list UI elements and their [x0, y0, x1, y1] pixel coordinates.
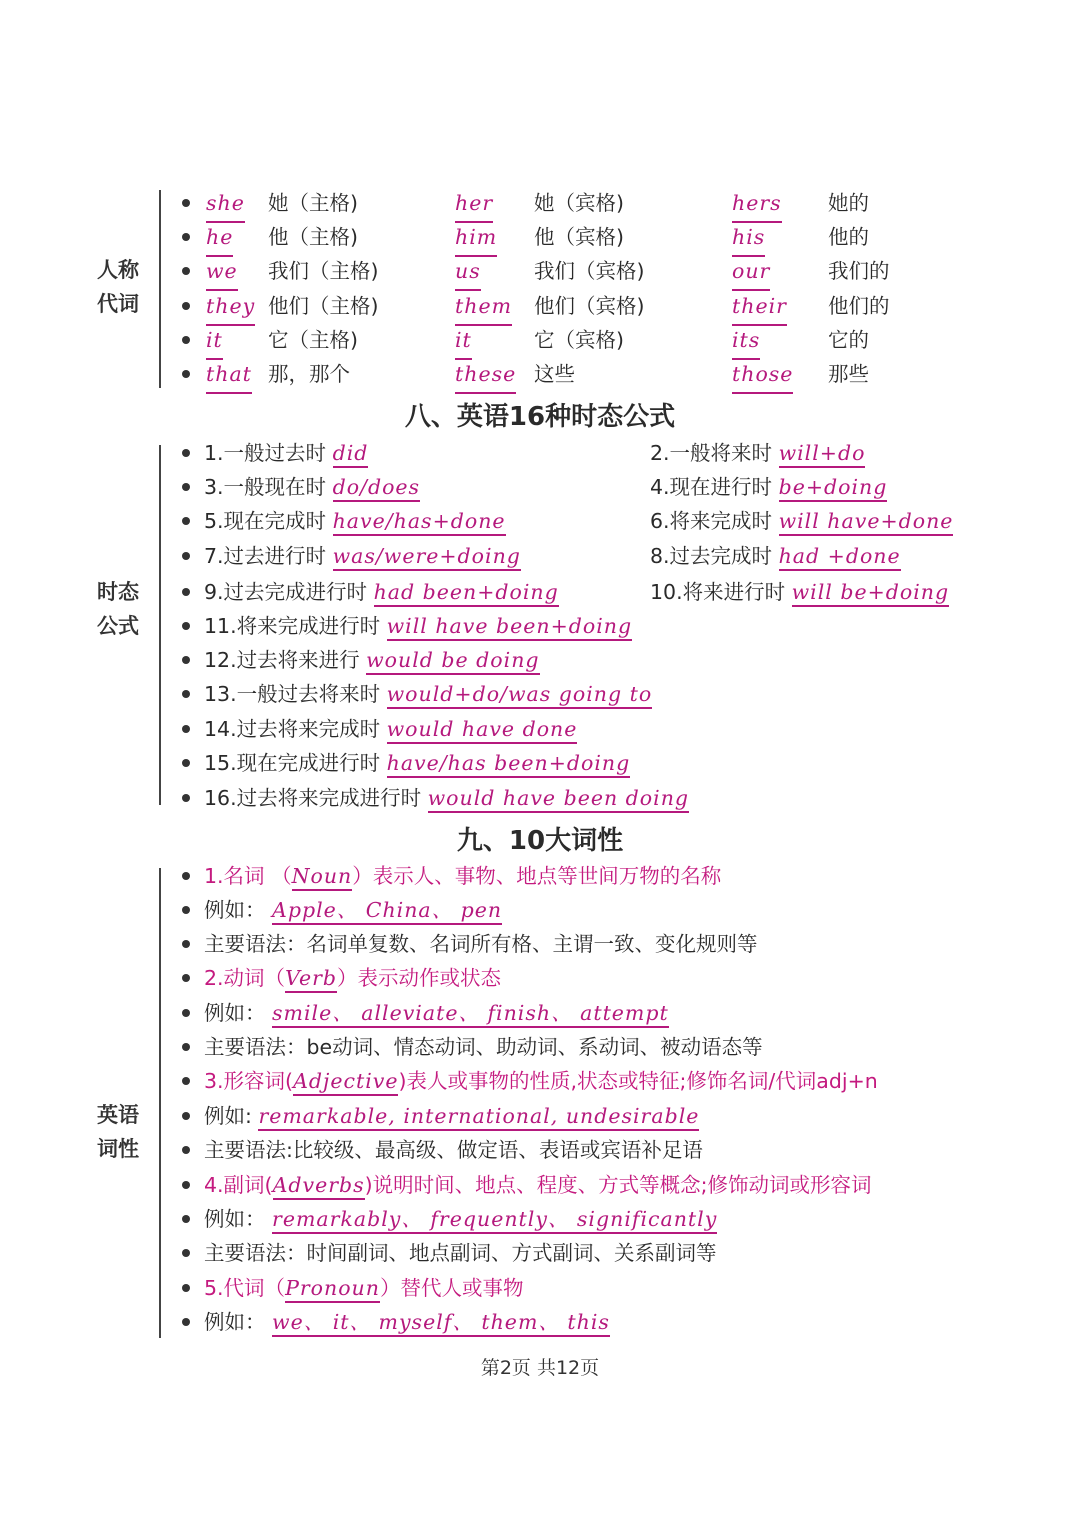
pos-heading: 九、10大词性	[456, 826, 624, 856]
tense-formula: would have done	[387, 717, 578, 744]
object-pronoun: these	[455, 357, 516, 394]
tense-item	[204, 746, 630, 780]
adj-title-row	[0, 1064, 1080, 1098]
bullet-dot	[182, 1146, 190, 1154]
possessive-pronoun-meaning: 它的	[828, 328, 869, 352]
tense-formula: be+doing	[779, 475, 888, 502]
possessive-pronoun-meaning: 他们的	[828, 294, 890, 318]
adv-title-row	[0, 1168, 1080, 1202]
subject-pronoun-meaning: 她（主格)	[268, 191, 358, 215]
possessive-pronoun-meaning: 他的	[828, 225, 869, 249]
example-label: 例如:	[204, 1104, 259, 1128]
tense-item	[204, 539, 521, 573]
bullet-dot	[182, 336, 190, 344]
object-pronoun-meaning: 它（宾格)	[534, 328, 624, 352]
tense-name: 7.过去进行时	[204, 544, 333, 568]
bullet-dot	[182, 233, 190, 241]
bullet-dot	[182, 906, 190, 914]
pronoun-row	[0, 186, 1080, 220]
tense-item	[204, 712, 577, 746]
adj-example-row	[0, 1099, 1080, 1133]
tense-row	[0, 643, 1080, 677]
subject-pronoun-meaning: 那，那个	[268, 362, 350, 386]
bullet-dot	[182, 656, 190, 664]
pron-example-row	[0, 1305, 1080, 1339]
noun-grammar: 主要语法：名词单复数、名词所有格、主谓一致、变化规则等	[204, 932, 758, 956]
tense-formula: have/has+done	[333, 509, 506, 536]
bullet-dot	[182, 517, 190, 525]
bullet-dot	[182, 1249, 190, 1257]
bullet-dot	[182, 302, 190, 310]
bullet-dot	[182, 940, 190, 948]
tense-item	[650, 539, 901, 573]
tense-formula: would+do/was going to	[387, 682, 653, 709]
tense-row	[0, 677, 1080, 711]
object-pronoun: us	[455, 254, 481, 291]
bullet-dot	[182, 1181, 190, 1189]
tense-name: 9.过去完成进行时	[204, 580, 374, 604]
tense-formula: did	[333, 441, 369, 468]
object-pronoun-meaning: 我们（宾格)	[534, 259, 645, 283]
tense-item	[204, 609, 632, 643]
adv-title	[204, 1168, 872, 1202]
pos-title-prefix: 3.形容词(	[204, 1069, 294, 1093]
bullet-dot	[182, 588, 190, 596]
possessive-pronoun: their	[732, 289, 787, 326]
object-pronoun: her	[455, 186, 493, 223]
bullet-dot	[182, 974, 190, 982]
tense-name: 14.过去将来完成时	[204, 717, 387, 741]
bullet-dot	[182, 1215, 190, 1223]
tense-name: 3.一般现在时	[204, 475, 333, 499]
bullet-dot	[182, 1284, 190, 1292]
tense-row	[0, 539, 1080, 573]
tense-item	[650, 504, 953, 538]
bullet-dot	[182, 690, 190, 698]
bullet-dot	[182, 759, 190, 767]
bullet-dot	[182, 483, 190, 491]
tense-name: 5.现在完成时	[204, 509, 333, 533]
pronoun-row	[0, 289, 1080, 323]
tense-row	[0, 746, 1080, 780]
bullet-dot	[182, 1043, 190, 1051]
pos-title-prefix: 2.动词（	[204, 966, 286, 990]
bullet-dot	[182, 1112, 190, 1120]
tense-formula: had been+doing	[374, 580, 559, 607]
adj-title	[204, 1064, 878, 1098]
example-words: we、 it、 myself、 them、 this	[272, 1310, 610, 1337]
tense-row	[0, 609, 1080, 643]
page-footer: 第2页 共12页	[480, 1357, 600, 1379]
tense-name: 16.过去将来完成进行时	[204, 786, 428, 810]
pos-title-prefix: 4.副词(	[204, 1173, 273, 1197]
adv-grammar-row	[0, 1236, 1080, 1270]
tense-formula: do/does	[333, 475, 421, 502]
example-label: 例如：	[204, 1310, 273, 1334]
subject-pronoun: that	[206, 357, 252, 394]
noun-grammar-row	[0, 927, 1080, 961]
tense-heading: 八、英语16种时态公式	[404, 402, 676, 432]
example-label: 例如：	[204, 898, 273, 922]
bullet-dot	[182, 622, 190, 630]
object-pronoun-meaning: 他（宾格)	[534, 225, 624, 249]
tense-item	[204, 504, 506, 538]
tense-formula: have/has been+doing	[387, 751, 631, 778]
pos-title-description: ）表示人、事物、地点等世间万物的名称	[352, 864, 722, 888]
adj-example	[204, 1099, 699, 1133]
tense-name: 12.过去将来进行	[204, 648, 367, 672]
tense-item	[650, 436, 865, 470]
tense-item	[204, 677, 652, 711]
bullet-dot	[182, 199, 190, 207]
noun-title	[204, 859, 721, 893]
adj-grammar: 主要语法:比较级、最高级、做定语、表语或宾语补足语	[204, 1138, 703, 1162]
tense-row	[0, 470, 1080, 504]
subject-pronoun: he	[206, 220, 233, 257]
noun-example-row	[0, 893, 1080, 927]
tense-formula: will+do	[779, 441, 866, 468]
noun-title-row	[0, 859, 1080, 893]
tense-item	[204, 575, 559, 609]
example-label: 例如：	[204, 1001, 273, 1025]
tense-row	[0, 712, 1080, 746]
example-words: remarkably、 frequently、 significantly	[272, 1207, 717, 1234]
pos-side-label: 英语 词性	[97, 1103, 139, 1161]
example-words: remarkable, international, undesirable	[258, 1104, 699, 1131]
tense-name: 8.过去完成时	[650, 544, 779, 568]
tense-name: 15.现在完成进行时	[204, 751, 387, 775]
pron-title	[204, 1271, 523, 1305]
tense-row	[0, 781, 1080, 815]
object-pronoun-meaning: 她（宾格)	[534, 191, 624, 215]
verb-example	[204, 996, 669, 1030]
tense-name: 6.将来完成时	[650, 509, 779, 533]
pos-title-prefix: 1.名词 （	[204, 864, 292, 888]
tense-name: 4.现在进行时	[650, 475, 779, 499]
possessive-pronoun: his	[732, 220, 765, 257]
example-words: smile、 alleviate、 finish、 attempt	[272, 1001, 669, 1028]
bullet-dot	[182, 794, 190, 802]
object-pronoun-meaning: 他们（宾格)	[534, 294, 645, 318]
tense-name: 11.将来完成进行时	[204, 614, 387, 638]
tense-row	[0, 504, 1080, 538]
pron-example	[204, 1305, 610, 1339]
tense-formula: had +done	[779, 544, 901, 571]
pos-title-description: )说明时间、地点、程度、方式等概念;修饰动词或形容词	[364, 1173, 872, 1197]
pronoun-row	[0, 357, 1080, 391]
subject-pronoun-meaning: 我们（主格)	[268, 259, 379, 283]
possessive-pronoun: our	[732, 254, 770, 291]
bullet-dot	[182, 1077, 190, 1085]
subject-pronoun-meaning: 他（主格)	[268, 225, 358, 249]
example-label: 例如：	[204, 1207, 273, 1231]
possessive-pronoun-meaning: 那些	[828, 362, 869, 386]
pos-english-name: Verb	[285, 966, 337, 993]
tense-item	[650, 575, 949, 609]
subject-pronoun-meaning: 他们（主格)	[268, 294, 379, 318]
tense-item	[204, 436, 368, 470]
object-pronoun: it	[455, 323, 472, 360]
subject-pronoun: it	[206, 323, 223, 360]
adv-example-row	[0, 1202, 1080, 1236]
pos-english-name: Noun	[292, 864, 353, 891]
adv-grammar: 主要语法：时间副词、地点副词、方式副词、关系副词等	[204, 1241, 717, 1265]
possessive-pronoun: its	[732, 323, 760, 360]
pron-title-row	[0, 1271, 1080, 1305]
tense-item	[650, 470, 887, 504]
tense-row	[0, 436, 1080, 470]
possessive-pronoun-meaning: 我们的	[828, 259, 890, 283]
object-pronoun-meaning: 这些	[534, 362, 575, 386]
tense-name: 2.一般将来时	[650, 441, 779, 465]
object-pronoun: them	[455, 289, 512, 326]
subject-pronoun: we	[206, 254, 238, 291]
tense-name: 1.一般过去时	[204, 441, 333, 465]
bullet-dot	[182, 1318, 190, 1326]
tense-item	[204, 470, 420, 504]
bullet-dot	[182, 725, 190, 733]
possessive-pronoun: hers	[732, 186, 782, 223]
pos-title-description: )表人或事物的性质,状态或特征;修饰名词/代词adj+n	[398, 1069, 878, 1093]
bullet-dot	[182, 872, 190, 880]
pos-english-name: Adjective	[293, 1069, 398, 1096]
object-pronoun: him	[455, 220, 497, 257]
pos-english-name: Pronoun	[285, 1276, 380, 1303]
bullet-dot	[182, 370, 190, 378]
bullet-dot	[182, 1009, 190, 1017]
pronoun-row	[0, 220, 1080, 254]
noun-example	[204, 893, 502, 927]
subject-pronoun: she	[206, 186, 245, 223]
subject-pronoun-meaning: 它（主格)	[268, 328, 358, 352]
tense-name: 10.将来进行时	[650, 580, 792, 604]
tense-item	[204, 781, 689, 815]
tense-side-label: 时态 公式	[97, 580, 139, 638]
pos-title-description: ）表示动作或状态	[337, 966, 502, 990]
verb-example-row	[0, 996, 1080, 1030]
verb-grammar: 主要语法：be动词、情态动词、助动词、系动词、被动语态等	[204, 1035, 763, 1059]
possessive-pronoun-meaning: 她的	[828, 191, 869, 215]
adj-grammar-row	[0, 1133, 1080, 1167]
verb-title-row	[0, 961, 1080, 995]
subject-pronoun: they	[206, 289, 255, 326]
possessive-pronoun: those	[732, 357, 793, 394]
bullet-dot	[182, 449, 190, 457]
tense-formula: will have+done	[779, 509, 954, 536]
tense-formula: would be doing	[366, 648, 539, 675]
pos-title-description: ）替代人或事物	[379, 1276, 524, 1300]
example-words: Apple、 China、 pen	[272, 898, 502, 925]
pos-english-name: Adverbs	[273, 1173, 365, 1200]
verb-title	[204, 961, 501, 995]
pronoun-side-label: 人称 代词	[97, 258, 139, 316]
tense-formula: will have been+doing	[387, 614, 633, 641]
bullet-dot	[182, 267, 190, 275]
tense-formula: would have been doing	[428, 786, 689, 813]
pronoun-row	[0, 323, 1080, 357]
tense-name: 13.一般过去将来时	[204, 682, 387, 706]
bullet-dot	[182, 552, 190, 560]
tense-row	[0, 575, 1080, 609]
tense-formula: was/were+doing	[333, 544, 521, 571]
pronoun-row	[0, 254, 1080, 288]
pos-title-prefix: 5.代词（	[204, 1276, 286, 1300]
adv-example	[204, 1202, 717, 1236]
verb-grammar-row	[0, 1030, 1080, 1064]
tense-item	[204, 643, 540, 677]
tense-formula: will be+doing	[792, 580, 950, 607]
